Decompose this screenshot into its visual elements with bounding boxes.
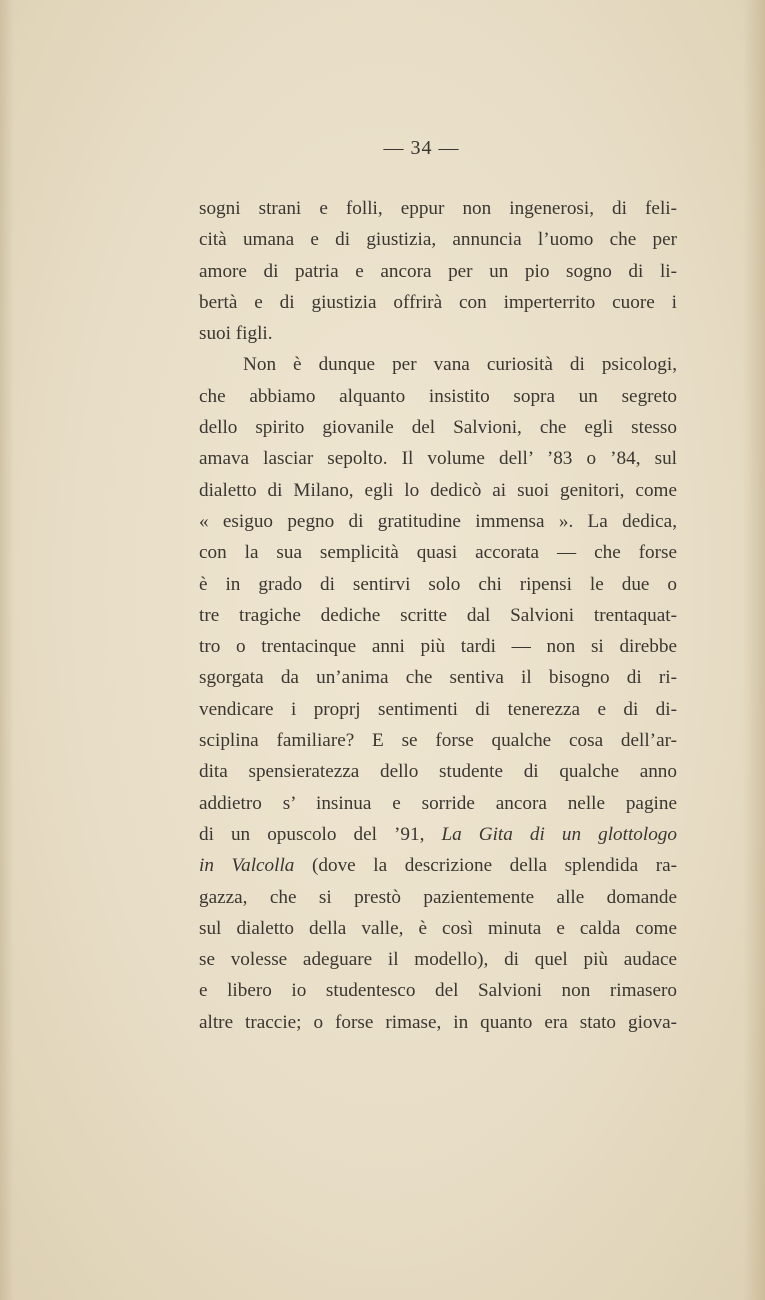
text-line: tre tragiche dediche scritte dal Salvioni trentaquat- xyxy=(199,604,677,626)
page-left-edge-shadow xyxy=(0,0,14,1300)
text-line: sogni strani e folli, eppur non ingenerosi, di feli- xyxy=(199,198,677,219)
paragraph-end-line: suoi figli. xyxy=(199,323,273,345)
text-segment: di un opuscolo del ’91, xyxy=(199,823,442,845)
text-line-with-title xyxy=(199,819,677,850)
text-line: vendicare i proprj sentimenti di tenerezza e di di- xyxy=(199,698,677,720)
text-line: altre traccie; o forse rimase, in quanto era stato giova- xyxy=(199,1011,677,1033)
text-line: addietro s’ insinua e sorride ancora nelle pagine xyxy=(199,792,677,814)
text-line: sciplina familiare? E se forse qualche cosa dell’ar- xyxy=(199,730,677,752)
text-line: dita spensieratezza dello studente di qualche anno xyxy=(199,761,677,783)
text-line: dello spirito giovanile del Salvioni, che egli stesso xyxy=(199,417,677,439)
text-line: « esiguo pegno di gratitudine immensa ». La dedica, xyxy=(199,510,677,532)
text-line: dialetto di Milano, egli lo dedicò ai suoi genitori, come xyxy=(199,479,677,501)
body-text xyxy=(199,193,677,1038)
text-line: è in grado di sentirvi solo chi ripensi le due o xyxy=(199,573,677,595)
text-line: sul dialetto della valle, è così minuta e calda come xyxy=(199,917,677,939)
text-line: amore di patria e ancora per un pio sogno di li- xyxy=(199,260,677,282)
text-line: e libero io studentesco del Salvioni non rimasero xyxy=(199,980,677,1002)
text-line: cità umana e di giustizia, annuncia l’uomo che per xyxy=(199,229,677,251)
text-segment: (dove la descrizione della splendida ra- xyxy=(294,855,677,877)
text-line: tro o trentacinque anni più tardi — non si direbbe xyxy=(199,636,677,658)
text-line: bertà e di giustizia offrirà con imperterrito cuore i xyxy=(199,291,677,313)
text-line-with-title xyxy=(199,850,677,881)
page-right-edge-shadow xyxy=(743,0,765,1300)
text-line: sgorgata da un’anima che sentiva il bisogno di ri- xyxy=(199,667,677,689)
work-title-italic: in Valcolla xyxy=(199,855,295,877)
text-line: gazza, che si prestò pazientemente alle domande xyxy=(199,886,677,908)
text-line: che abbiamo alquanto insistito sopra un segreto xyxy=(199,385,677,407)
text-line: amava lasciar sepolto. Il volume dell’ ’83 o ’84, sul xyxy=(199,448,677,470)
work-title-italic: La Gita di un glottologo xyxy=(441,823,677,845)
text-line: con la sua semplicità quasi accorata — che forse xyxy=(199,542,677,564)
page-number: — 34 — xyxy=(383,137,460,159)
text-line: se volesse adeguare il modello), di quel più audace xyxy=(199,949,677,971)
paragraph-start-line: Non è dunque per vana curiosità di psicologi, xyxy=(243,354,677,376)
